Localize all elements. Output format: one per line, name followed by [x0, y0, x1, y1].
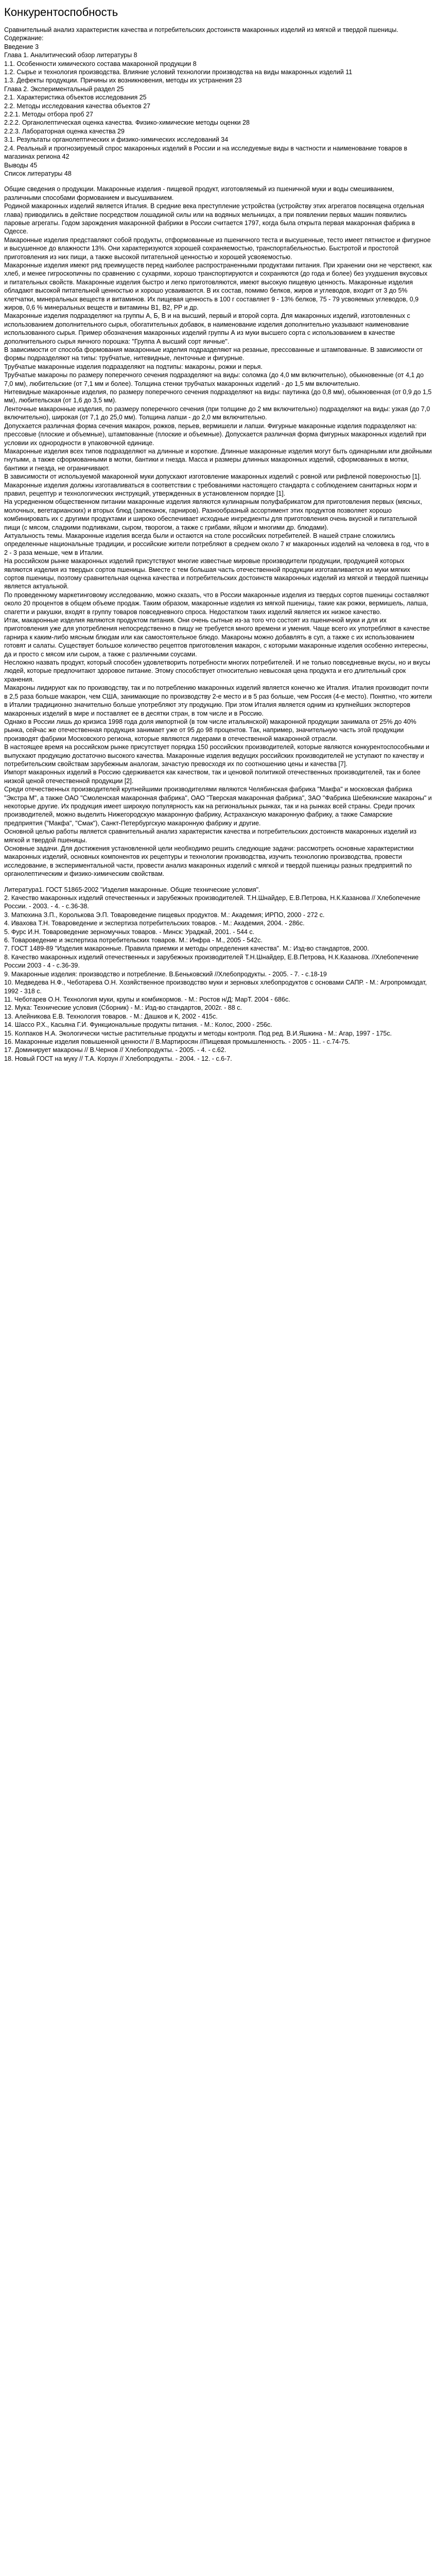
body-paragraph: Макаронные изделия представляют собой продукты, отформованные из пшеничного теста и высушенные, тесто имеет пятнистое и фигурное и высушенное до влажности 13%. Они характеризуются хорошей сохраняемостью, транспортабельностью. Быстротой и простотой приготовления из них пищи, а также высокой питательной ценностью и хорошей усвояемостью.	[4, 236, 433, 261]
body-paragraph: Макаронные изделия всех типов подразделяют на длинные и короткие. Длинные макаронные изделия могут быть одинарными или двойными гнутыми, а также сформованными в мотки, бантики и гнезда. Масса и размеры длинных макаронных изделий, сформованных в мотки, бантики и гнезда, не ограничивают.	[4, 447, 434, 472]
body-paragraph: 9. Макаронные изделия: производство и потребление. В.Беньковский //Хлебопродукты. - 2005. - 7. - с.18-19	[4, 970, 327, 978]
body-paragraph: 6. Товароведение и экспертиза потребительских товаров. М.: Инфра - М., 2005 - 542с.	[4, 937, 263, 944]
body-paragraph: Несложно назвать продукт, который способен удовлетворить потребности многих потребителей. И не только повседневные вкусы, но и вкусы людей, которые предпочитают здоровое питание. Этому способствует относительно невысокая цена продукта и его длительный срок хранения.	[4, 659, 432, 683]
body-paragraph: 1.2. Сырье и технология производства. Влияние условий технологии производства на виды макаронных изделий 11	[4, 69, 353, 76]
body-paragraph: 7. ГОСТ 1489-89 "Изделия макаронные. Правила приемки и методы определения качества". М.: Изд-во стандартов, 2000.	[4, 945, 369, 953]
body-paragraph: 2.2. Методы исследования качества объектов 27	[4, 102, 151, 110]
body-paragraph: Трубчатые макароны по размеру поперечного сечения подразделяют на виды: соломка (до 4,0 мм включительно), обыкновенные (от 4,1 до 7,0 мм), любительские (от 7,1 мм и более). Толщина стенки трубчатых макаронных изделий - до 1,5 мм включительно.	[4, 371, 426, 387]
body-paragraph: Глава 1. Аналитический обзор литературы 8	[4, 52, 137, 59]
body-paragraph: 16. Макаронные изделия повышенной ценности // В.Мартиросян //Пищевая промышленность. - 2005 - 11. - с.74-75.	[4, 1038, 350, 1045]
body-paragraph: Глава 2. Экспериментальный раздел 25	[4, 85, 124, 93]
body-paragraph: 4. Ивахова Т.Н. Товароведение и экспертиза потребительских товаров. - М.: Академия, 2004. - 286с.	[4, 920, 305, 927]
body-paragraph: Литература1. ГОСТ 51865-2002 "Изделия макаронные. Общие технические условия".	[4, 886, 260, 893]
document-title: Конкурентоспобность	[4, 6, 118, 19]
body-paragraph: 1.1. Особенности химического состава макаронной продукции 8	[4, 60, 197, 67]
document-body	[4, 26, 432, 1063]
body-paragraph: Ленточные макаронные изделия, по размеру поперечного сечения (при толщине до 2 мм включительно) подразделяют на виды: узкая (до 7,0 включительно), широкая (от 7,1 до 25,0 мм). Толщина лапши - до 2,0 мм включительно.	[4, 405, 432, 421]
body-paragraph: 2.2.1. Методы отбора проб 27	[4, 111, 93, 118]
body-paragraph: 15. Колпаков Н.А. Экологически чистые растительные продукты и методы контроля. Под ред. В.И.Яшкина - М.: Агар, 1997 - 175с.	[4, 1029, 392, 1037]
body-paragraph: 14. Шассо Р.Х., Касьяна Г.И. Функциональные продукты питания. - М.: Колос, 2000 - 256с.	[4, 1021, 272, 1029]
body-paragraph: 13. Алейникова Е.В. Технология товаров. - М.: Дашков и К, 2002 - 415с.	[4, 1012, 218, 1020]
body-paragraph: Итак, макаронные изделия являются продуктом питания. Они очень сытные из-за того что состоят из пшеничной муки и для их приготовления уже для употребления непосредственно в пищу не требуется много времени и умения. Чаще всего их употребляют в качестве гарнира к каким-либо мясным блюдам или как самостоятельное блюдо. Макароны можно добавлять в суп, а также с их использованием готовят и салаты. Существует большое количество рецептов приготовления макарон, с которыми макаронные изделия особенно интересны, да и просто с мясом или сыром, а также с различными соусами.	[4, 617, 432, 658]
body-paragraph: 5. Фурс И.Н. Товароведение зерномучных товаров. - Минск: Ураджай, 2001. - 544 с.	[4, 928, 255, 936]
body-paragraph: По проведенному маркетинговому исследованию, можно сказать, что в России макаронные изделия из твердых сортов пшеницы составляют около 20 процентов в общем объеме продаж. Таким образом, макаронные изделия из мягкой пшеницы, такие как рожки, вермишель, лапша, спагетти и ракушки, входят в группу товаров повседневного спроса. Недостатком таких изделий является их низкое качество.	[4, 591, 431, 616]
body-paragraph: Нитевидные макаронные изделия, по размеру поперечного сечения подразделяют на виды: паутинка (до 0,8 мм), обыкновенная (от 0,9 до 1,5 мм), любительская (от 1,6 до 3,5 мм).	[4, 388, 433, 404]
body-paragraph: 3.1. Результаты органолептических и физико-химических исследований 34	[4, 136, 229, 144]
body-paragraph: 18. Новый ГОСТ на муку // Т.А. Корзун // Хлебопродукты. - 2004. - 12. - с.6-7.	[4, 1055, 232, 1062]
body-paragraph: Допускается различная форма сечения макарон, рожков, перьев, вермишели и лапши. Фигурные макаронные изделия подразделяют на: прессовые (плоские и объемные), штампованные (плоские и объемные). Допускается различная форма фигурных макаронных изделий при условии их однородности в упаковочной единице.	[4, 422, 428, 447]
body-paragraph: Трубчатые макаронные изделия подразделяют на подтипы: макароны, рожки и перья.	[4, 363, 263, 370]
body-paragraph: 17. Доминирует макароны // В.Чернов // Хлебопродукты. - 2005. - 4. - с.62.	[4, 1046, 226, 1054]
body-paragraph: Макаронные изделия подразделяют на группы А, Б, В и на высший, первый и второй сорта. Для макаронных изделий, изготовленных с использованием дополнительного сырья, обогатительных добавок, в наименование изделия дополнительно указывают наименование использованного сырья. Пример обозначения макаронных изделий группы А из муки высшего сорта с использованием в качестве дополнительного сырья яичного порошка: "Группа А высший сорт яичные".	[4, 312, 412, 345]
body-paragraph: В настоящее время на российском рынке присутствует порядка 150 российских производителей, которые являются конкурентоспособными и выпускают продукцию достаточно высокого качества. Макаронные изделия ведущих российских производителей не уступают по качеству и потребительским свойствам зарубежным аналогам, зачастую превосходя их по соотношению цены и качества [7].	[4, 743, 431, 768]
body-paragraph: 1.3. Дефекты продукции. Причины их возникновения, методы их устранения 23	[4, 77, 242, 84]
body-paragraph: Родиной макаронных изделий является Италия. В средние века преступление устройства (устройству этих агрегатов посвящена отдельная глава) приводились в действие посредством лошадиной силы или на водяных мельницах, а при появлении первых машин появились паровые агрегаты. Годом зарождения макаронной фабрики в России считается 1797, когда была открыта первая макаронная фабрика в Одессе.	[4, 202, 426, 235]
body-paragraph: Выводы 45	[4, 161, 38, 169]
body-paragraph: На российском рынке макаронных изделий присутствуют многие известные мировые производители продукции, продукцией которых являются изделия из твердых сортов пшеницы. Вместе с тем большая часть отечественной продукции изготавливается из муки мягких сортов пшеницы, поэтому сравнительная оценка качества и потребительских достоинств макаронных изделий из мягкой и твердой пшеницы является актуальной.	[4, 557, 430, 590]
body-paragraph: Введение 3	[4, 43, 39, 50]
body-paragraph: На усредненном общественном питании макаронные изделия являются кулинарным полуфабрикатом для приготовления первых (мясных, молочных, вегетарианских) и вторых блюд (запеканок, гарниров). Разнообразный ассортимент этих продуктов позволяет хорошо комбинировать их с другими продуктами и широко обеспечивает исходные ингредиенты для приготовления очень вкусной и питательной пищи (с мясом, сладкими подливками, сыром, творогом, а также с грибами, яйцом и многими др. блюдами).	[4, 498, 424, 531]
document-page	[0, 0, 436, 1075]
body-paragraph: 2. Качество макаронных изделий отечественных и зарубежных производителей. Т.Н.Шнайдер, Е.В.Петрова, Н.К.Казанова // Хлебопечение России. - 2003. - 4. - с.36-38.	[4, 894, 423, 910]
paragraph-gap	[4, 878, 432, 886]
body-paragraph: Общие сведения о продукции. Макаронные изделия - пищевой продукт, изготовляемый из пшеничной муки и воды смешиванием, различными способами формованием и высушиванием.	[4, 185, 396, 201]
body-paragraph: Актуальность темы. Макаронные изделия всегда были и остаются на столе российских потребителей. В нашей стране сложились определенные национальные традиции, и российские жители потребляют в среднем около 7 кг макаронных изделий на человека в год, что в 2 - 3 раза меньше, чем в Италии.	[4, 532, 431, 556]
paragraph-gap	[4, 178, 432, 185]
body-paragraph: 3. Матюхина З.П., Королькова Э.П. Товароведение пищевых продуктов. М.: Академия; ИРПО, 2000 - 272 с.	[4, 911, 325, 919]
body-paragraph: 2.2.3. Лабораторная оценка качества 29	[4, 127, 125, 135]
body-paragraph: Сравнительный анализ характеристик качества и потребительских достоинств макаронных изделий из мягкой и твердой пшеницы. Содержание:	[4, 26, 400, 42]
body-paragraph: Импорт макаронных изделий в Россию сдерживается как качеством, так и ценовой политикой отечественных производителей, так и более низкой ценой отечественной продукции [2].	[4, 769, 423, 785]
body-paragraph: 2.1. Характеристика объектов исследования 25	[4, 94, 147, 101]
body-paragraph: 10. Медведева Н.Ф., Чеботарева О.Н. Хозяйственное производство муки и зерновых хлебопродуктов с основами САПР. - М.: Агропромиздат, 1992 - 318 с.	[4, 979, 429, 995]
body-paragraph: Макаронные изделия должны изготавливаться в соответствии с требованиями настоящего стандарта с соблюдением санитарных норм и правил, рецептур и технологических инструкций, утвержденных в установленном порядке [1].	[4, 481, 419, 497]
body-paragraph: 2.2.2. Органолептическая оценка качества. Физико-химические методы оценки 28	[4, 119, 250, 127]
body-paragraph: Список литературы 48	[4, 170, 72, 177]
body-paragraph: 11. Чеботарев О.Н. Технология муки, крупы и комбикормов. - М.: Ростов н/Д: МарТ. 2004 - 686с.	[4, 995, 290, 1003]
body-paragraph: 12. Мука: Технические условия (Сборник) - М.: Изд-во стандартов, 2002г. - 88 с.	[4, 1004, 242, 1012]
body-paragraph: Основной целью работы является сравнительный анализ характеристик качества и потребительских достоинств макаронных изделий из мягкой и твердой пшеницы.	[4, 828, 418, 844]
body-paragraph: 8. Качество макаронных изделий отечественных и зарубежных производителей Т.Н.Шнайдер, Е.В.Петрова, Н.К.Казанова. //Хлебопечение России 2003 - 4 - с.36-39.	[4, 953, 421, 970]
body-paragraph: Макаронные изделия имеют ряд преимуществ перед наиболее распространенными продуктами питания. При хранении они не черствеют, как хлеб, и менее гигроскопичны по сравнению с сухарями, хорошо транспортируются и сохраняются (до года и более) без ухудшения вкусовых и питательных свойств. Макаронные изделия быстро и легко приготовляются, имеют высокую пищевую ценность. Макаронные изделия обладают высокой питательной ценностью и хорошо усваиваются. В их состав, помимо белков, жиров и углеводов, входит от 3 до 5% клетчатки, минеральных веществ и витаминов. Их пищевая ценность в 100 г составляет 9 - 13% белков, 75 - 79 усвояемых углеводов, 0,9 жиров, 0,6 % минеральных веществ и витамины B1, B2, PP и др.	[4, 261, 434, 311]
body-paragraph: Основные задачи. Для достижения установленной цели необходимо решить следующие задачи: рассмотреть основные характеристики макаронных изделий, основных компонентов их рецептуры и технологии производства, изучить технологию производства, провести исследование, в экспериментальной части, провести анализ макаронных изделий с мягкой и твердой пшеницы разных предприятий по органолептическим и физико-химическим свойствам.	[4, 845, 416, 878]
body-paragraph: Однако в России лишь до кризиса 1998 года доля импортной (в том числе итальянской) макаронной продукции занимала от 25% до 40% рынка, сейчас же отечественная продукция занимает уже от 95 до 98 процентов. Так, например, значительную часть этой продукции производят фабрики Московского региона, которые являются лидерами в отечественной макаронной отрасли.	[4, 718, 418, 742]
body-paragraph: В зависимости от способа формования макаронные изделия подразделяют на резаные, прессованные и штампованные. В зависимости от формы подразделяют на типы: трубчатые, нитевидные, ленточные и фигурные.	[4, 346, 425, 362]
body-paragraph: В зависимости от используемой макаронной муки допускают изготовление макаронных изделий с ровной или рифленой поверхностью [1].	[4, 473, 422, 481]
body-paragraph: Макароны лидируют как по производству, так и по потреблению макаронных изделий является конечно же Италия. Италия производит почти в 2,5 раза больше макарон, чем США, занимающие по производству 2-е место и в 5 раз больше, чем Россия (4-е место). Понятно, что жители в Италии традиционно значительно больше употребляют эту продукцию. При этом Италия является одним из крупнейших экспортеров макаронных изделий в мире и поставляет ее в десятки стран, в том числе и в Россию.	[4, 684, 434, 717]
body-paragraph: 2.4. Реальный и прогнозируемый спрос макаронных изделий в России и на исследуемые виды в частности и наименование товаров в магазинах региона 42	[4, 144, 409, 161]
body-paragraph: Среди отечественных производителей крупнейшими производителями являются Челябинская фабрика "Макфа" и московская фабрика "Экстра М", а также ОАО "Смоленская макаронная фабрика", ОАО "Тверская макаронная фабрика", ЗАО "Фабрика Шебекинские макароны" и некоторые другие. Их продукция имеет широкую популярность как на региональных рынках, так и на рынках всей страны. Среди прочих производителей, можно выделить Нижегородскую макаронную фабрику, Астраханскую макаронную фабрику, а также Самарские предприятия ("Макфа", "Смак"), Санкт-Петербургскую макаронную фабрику и другие.	[4, 786, 434, 827]
